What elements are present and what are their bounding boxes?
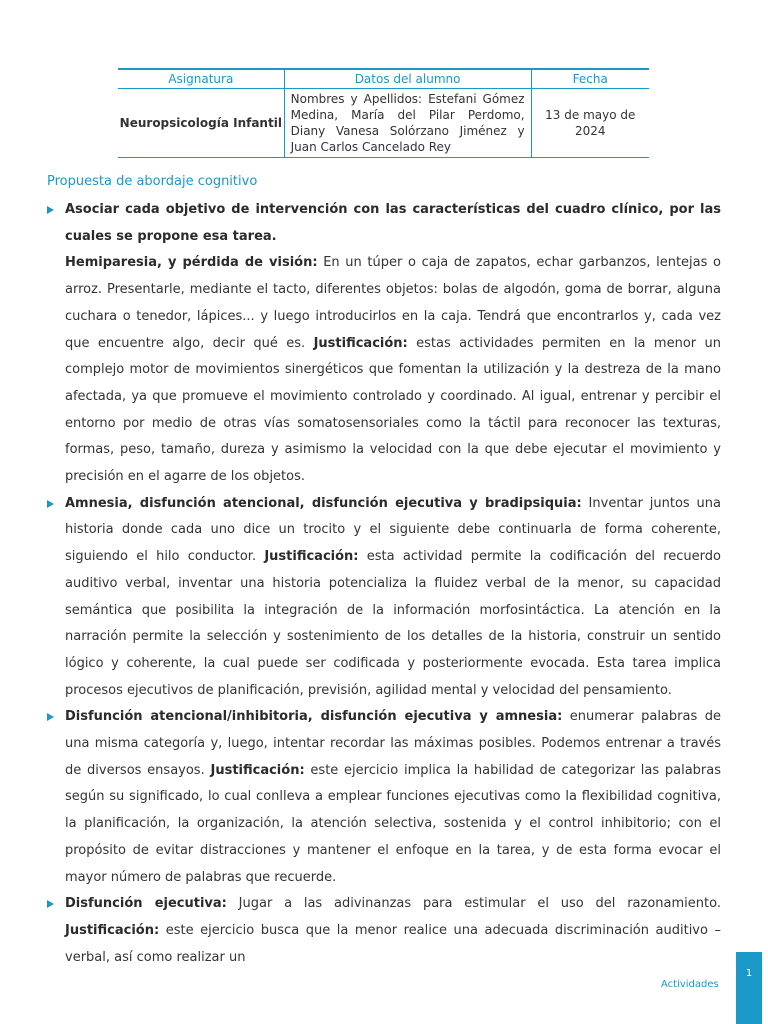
item-text: enumerar palabras de una misma categoría y, luego, intentar recordar las máximas posibles. Podemos entrenar a través de diversos ensayos. <box>65 709 721 778</box>
justification-text: estas actividades permiten en la menor un complejo motor de movimientos sinergéticos que fomentan la utilización y la destreza de la mano afectada, ya que promueve el movimiento controlado y coordinado. Al igual, entrenar y percibir el entorno por medio de otras vías somatosensoriales como la táctil para reconocer las texturas, formas, peso, tamaño, dureza y asimismo la velocidad con la que debe ejecutar el movimiento y precisión en el agarre de los objetos. <box>65 335 721 485</box>
bullet-triangle-icon <box>47 900 54 908</box>
footer-label: Actividades <box>661 979 719 990</box>
header-col-date: Fecha <box>531 69 649 89</box>
item-label: Amnesia, disfunción atencional, disfunción ejecutiva y bradipsiquia: <box>65 495 582 511</box>
item-label: Disfunción ejecutiva: <box>65 896 227 912</box>
subject-name: Neuropsicología Infantil <box>119 116 282 130</box>
item-heading <box>65 197 721 250</box>
header-table <box>118 68 649 158</box>
justification-text: este ejercicio implica la habilidad de categorizar las palabras según su significado, lo cual conlleva a emplear funciones ejecutivas como la flexibilidad cognitiva, la planificación, la organización, la atención selectiva, sostenida y el control inhibitorio; con el propósito de evitar distracciones y mantener el enfoque en la tarea, y de esta forma evocar el mayor número de palabras que recuerde. <box>65 762 721 885</box>
document-body <box>47 197 721 971</box>
student-cell <box>284 89 531 158</box>
item-label: Disfunción atencional/inhibitoria, disfunción ejecutiva y amnesia: <box>65 709 563 725</box>
page-number: 1 <box>745 968 753 979</box>
justification-text: esta actividad permite la codificación del recuerdo auditivo verbal, inventar una historia potencializa la fluidez verbal de la menor, su capacidad semántica que posibilita la integración de la información morfosintáctica. La atención en la narración permite la selección y sostenimiento de los detalles de la historia, construir un sentido lógico y coherente, la cual puede ser codificada y posteriormente evocada. Esta tarea implica procesos ejecutivos de planificación, previsión, agilidad mental y velocidad del pensamiento. <box>65 549 721 698</box>
item-paragraph <box>65 704 721 891</box>
item-paragraph <box>65 491 721 705</box>
item-text: En un túper o caja de zapatos, echar garbanzos, lentejas o arroz. Presentarle, mediante el tacto, diferentes objetos: bolas de algodón, goma de borrar, alguna cuchara o tenedor, lápices... y luego introducirlos en la caja. Tendrá que encontrarlos y, cada vez que encuentre algo, decir qué es. <box>65 255 721 351</box>
justification-label: Justificación: <box>264 549 359 565</box>
list-item <box>47 491 721 705</box>
list-item <box>47 891 721 971</box>
bullet-triangle-icon <box>47 206 54 214</box>
page-number-box <box>736 952 762 1024</box>
justification-label: Justificación: <box>210 762 305 778</box>
subject-cell <box>118 89 284 158</box>
justification-text: este ejercicio busca que la menor realice una adecuada discriminación auditivo – verbal, así como realizar un <box>65 922 721 965</box>
item-label: Hemiparesia, y pérdida de visión: <box>65 255 318 271</box>
list-item <box>47 704 721 891</box>
list-item <box>47 197 721 491</box>
section-title: Propuesta de abordaje cognitivo <box>47 174 258 189</box>
date-value: 13 de mayo de 2024 <box>545 108 636 138</box>
item-paragraph <box>65 891 721 971</box>
student-names: Nombres y Apellidos: Estefani Gómez Medina, María del Pilar Perdomo, Diany Vanesa Solórzano Jiménez y Juan Carlos Cancelado Rey <box>290 92 525 154</box>
justification-label: Justificación: <box>313 335 408 351</box>
bullet-triangle-icon <box>47 500 54 508</box>
item-text: Inventar juntos una historia donde cada uno dice un trocito y el siguiente debe continuarla de forma coherente, siguiendo el hilo conductor. <box>65 495 721 565</box>
bullet-triangle-icon <box>47 713 54 721</box>
header-col-student: Datos del alumno <box>284 69 531 89</box>
date-cell <box>531 89 649 158</box>
item-heading-text: Asociar cada objetivo de intervención con las características del cuadro clínico, por las cuales se propone esa tarea. <box>65 202 721 244</box>
item-paragraph <box>65 250 721 490</box>
justification-label: Justificación: <box>65 922 160 938</box>
item-text: Jugar a las adivinanzas para estimular el uso del razonamiento. <box>226 896 721 912</box>
header-col-subject: Asignatura <box>118 69 284 89</box>
